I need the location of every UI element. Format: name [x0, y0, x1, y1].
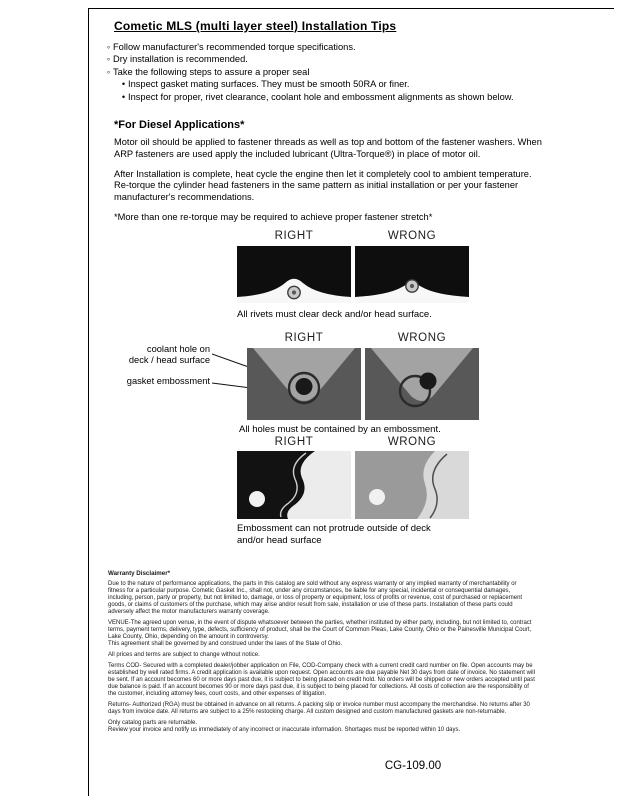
circle-bullet-icon: ◦ — [106, 54, 111, 65]
gasket-embossment-label: gasket embossment — [126, 376, 210, 386]
disclaimer-paragraph: Returns- Authorized (RGA) must be obtained in advance on all returns. A packing slip or invoice number must accompany the merchandise. No returns after 30 days from invoice date. All returns are subject to a 25% restocking charge. All custom designed and custom manufactured gaskets are non-returnable. — [108, 702, 530, 715]
dot-bullet-icon: • — [121, 91, 126, 102]
row1-wrong-label: WRONG — [387, 230, 437, 242]
tip-text: Follow manufacturer's recommended torque specifications. — [113, 42, 356, 52]
disclaimer-paragraph: Terms COD- Secured with a completed dealer/jobber application on File, COD-Company check with a current credit card number on file. Open accounts may be established by well rated firms. A credit application is available upon request. Open accounts are due payable Net 30 days from date of invoice. No statement will be sent. If an account becomes 60 or more days past due, it is subject to being placed on credit hold. No orders will be shipped or new orders accepted until past due balance is paid. If an account becomes 90 or more days past due, it is subject to being placed for collections. All costs of collection are the responsibility of the customer, including attorney fees, court costs, and other expenses of litigation. — [108, 663, 535, 697]
disclaimer-heading: Warranty Disclaimer* — [108, 570, 171, 577]
row3-wrong-label: WRONG — [387, 436, 437, 448]
tip-sub-item — [104, 91, 564, 103]
diesel-paragraph: *More than one re-torque may be required to achieve proper fastener stretch* — [114, 211, 433, 222]
circle-bullet-icon: ◦ — [106, 66, 111, 77]
bolt-hole — [369, 489, 385, 505]
diesel-applications-section — [114, 119, 544, 232]
page-title: Cometic MLS (multi layer steel) Installation Tips — [114, 19, 397, 33]
figure-embossment-wrong — [365, 348, 479, 420]
disclaimer-paragraph: All prices and terms are subject to change without notice. — [108, 652, 260, 658]
page-border-top — [88, 8, 614, 9]
tip-text: Inspect gasket mating surfaces. They must be smooth 50RA or finer. — [128, 79, 410, 90]
figure-rivet-right — [237, 246, 351, 303]
row2-wrong-label: WRONG — [397, 332, 447, 344]
disclaimer-paragraph: Due to the nature of performance applications, the parts in this catalog are sold without any express warranty or any implied warranty of merchantability or fitness for a particular purpose. Cometic Gasket Inc., shall not, under any circumstances, be liable for any special, incidental or consequential damages, including, person, party or property, but not limited to, damage, or loss of property or equipment, loss of profits or revenue, cost of purchased or replacement goods, or claims of customers of the purchase, which may arise and/or result from sale, installation or use of these parts. Installation of these parts could adversely affect the motor manufacturers warranty coverage. — [108, 581, 523, 615]
figure-protrusion-wrong — [355, 451, 469, 519]
figure-rivet-wrong — [355, 246, 469, 303]
diesel-paragraph: After Installation is complete, heat cycle the engine then let it completely cool to ambient temperature. Re-torque the cylinder head fasteners in the same pattern as initial installation or per your fastener manufacturer's recommendations. — [114, 168, 532, 203]
rivet-right-illustration — [237, 246, 351, 303]
tip-text: Take the following steps to assure a proper seal — [113, 66, 310, 77]
tip-item — [104, 66, 564, 78]
tip-sub-item — [104, 78, 564, 90]
rivet-wrong-illustration — [355, 246, 469, 303]
dot-bullet-icon: • — [121, 79, 126, 90]
page-number: CG-109.00 — [384, 760, 442, 772]
tip-text: Inspect for proper, rivet clearance, coolant hole and embossment alignments as shown below. — [128, 91, 514, 102]
coolant-hole-label-line1: coolant hole on — [146, 344, 210, 354]
row1-caption: All rivets must clear deck and/or head surface. — [237, 309, 432, 320]
circle-bullet-icon: ◦ — [106, 42, 111, 52]
embossment-wrong-illustration — [365, 348, 479, 420]
protrusion-right-illustration — [237, 451, 351, 519]
diesel-heading: *For Diesel Applications* — [114, 119, 245, 131]
diesel-paragraph: Motor oil should be applied to fastener threads as well as top and bottom of the fastener washers. When ARP fasteners are used apply the included lubricant (Ultra-Torque®) in place of motor oil. — [114, 137, 542, 159]
coolant-hole-label-line2: deck / head surface — [128, 355, 210, 365]
figure-protrusion-right — [237, 451, 351, 519]
row2-right-label: RIGHT — [284, 332, 324, 344]
row3-right-label: RIGHT — [274, 436, 314, 448]
tip-text: Dry installation is recommended. — [113, 54, 248, 65]
tip-item — [104, 41, 564, 53]
row1-right-label: RIGHT — [274, 230, 314, 242]
tip-item — [104, 53, 564, 65]
figure-embossment-right — [247, 348, 361, 420]
disclaimer-paragraph: Review your invoice and notify us immediately of any incorrect or inaccurate information. Shortages must be reported within 10 days. — [108, 727, 461, 733]
disclaimer-paragraph: This agreement shall be governed by and construed under the laws of the State of Ohio. — [108, 641, 343, 647]
warranty-disclaimer — [108, 570, 535, 738]
bolt-hole — [249, 491, 265, 507]
row3-caption: Embossment can not protrude outside of deck and/or head surface — [237, 523, 431, 546]
installation-tips-list — [104, 41, 564, 103]
page-border-left — [88, 8, 89, 796]
coolant-hole — [296, 378, 313, 395]
embossment-right-illustration — [247, 348, 361, 420]
coolant-hole — [420, 373, 437, 390]
coolant-hole-label — [112, 344, 210, 366]
row2-caption: All holes must be contained by an embossment. — [239, 424, 441, 435]
disclaimer-paragraph: Only catalog parts are returnable. — [108, 720, 198, 726]
disclaimer-paragraph: VENUE-The agreed upon venue, in the event of dispute whatsoever between the parties, whether instituted by either party, including, but not limited to, contract terms, payment terms, delivery, type, defects, sufficiency of product, shall be the Court of Common Pleas, Lake County, Ohio or the Painesville Municipal Court, Lake County, Ohio, depending on the amount in controversy. — [108, 620, 532, 640]
protrusion-wrong-illustration — [355, 451, 469, 519]
